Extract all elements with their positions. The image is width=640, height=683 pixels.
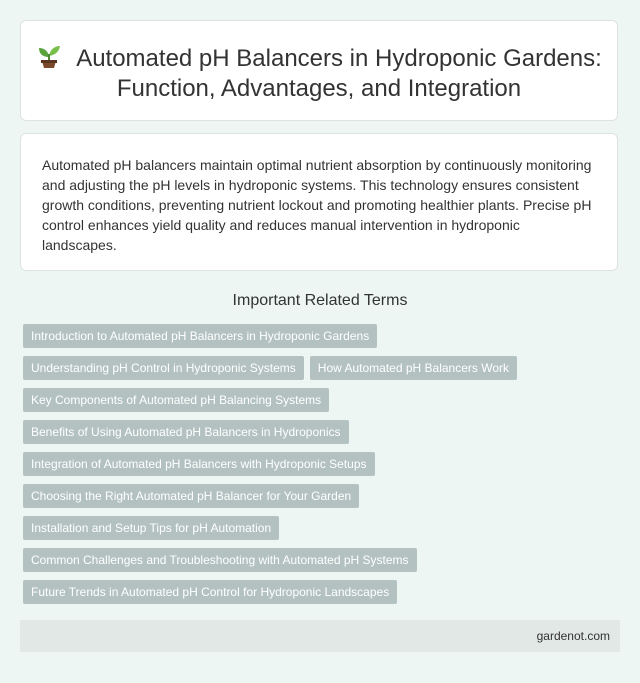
title-card — [20, 20, 618, 121]
term-row — [23, 580, 623, 604]
term-tag[interactable]: Introduction to Automated pH Balancers in Hydroponic Gardens — [23, 324, 377, 348]
term-row — [23, 516, 623, 540]
term-tag[interactable]: Future Trends in Automated pH Control for Hydroponic Landscapes — [23, 580, 397, 604]
term-tag[interactable]: Common Challenges and Troubleshooting with Automated pH Systems — [23, 548, 417, 572]
footer — [20, 620, 620, 652]
term-row — [23, 452, 623, 476]
term-tag[interactable]: Understanding pH Control in Hydroponic Systems — [23, 356, 304, 380]
sprout-icon — [36, 43, 62, 69]
term-row — [23, 420, 623, 444]
related-terms-list — [23, 324, 623, 612]
summary-text: Automated pH balancers maintain optimal nutrient absorption by continuously monitoring and adjusting the pH levels in hydroponic systems. This technology ensures consistent growth conditions, preventing nutrient lockout and promoting healthier plants. Precise pH control enhances yield quality and reduces manual intervention in hydroponic landscapes. — [42, 157, 592, 253]
term-row — [23, 324, 623, 348]
footer-site-link[interactable]: gardenot.com — [536, 629, 610, 643]
page-title-text: Automated pH Balancers in Hydroponic Gardens: Function, Advantages, and Integration — [76, 45, 602, 102]
related-terms-heading: Important Related Terms — [232, 292, 408, 309]
term-row — [23, 548, 623, 572]
term-tag[interactable]: Integration of Automated pH Balancers with Hydroponic Setups — [23, 452, 375, 476]
term-tag[interactable]: Key Components of Automated pH Balancing Systems — [23, 388, 329, 412]
term-tag[interactable]: How Automated pH Balancers Work — [310, 356, 517, 380]
term-row — [23, 356, 623, 380]
term-tag[interactable]: Installation and Setup Tips for pH Automation — [23, 516, 279, 540]
term-row — [23, 484, 623, 508]
term-tag[interactable]: Benefits of Using Automated pH Balancers in Hydroponics — [23, 420, 349, 444]
summary-card — [20, 133, 618, 271]
term-row — [23, 388, 623, 412]
term-tag[interactable]: Choosing the Right Automated pH Balancer for Your Garden — [23, 484, 359, 508]
page-title — [21, 21, 617, 104]
